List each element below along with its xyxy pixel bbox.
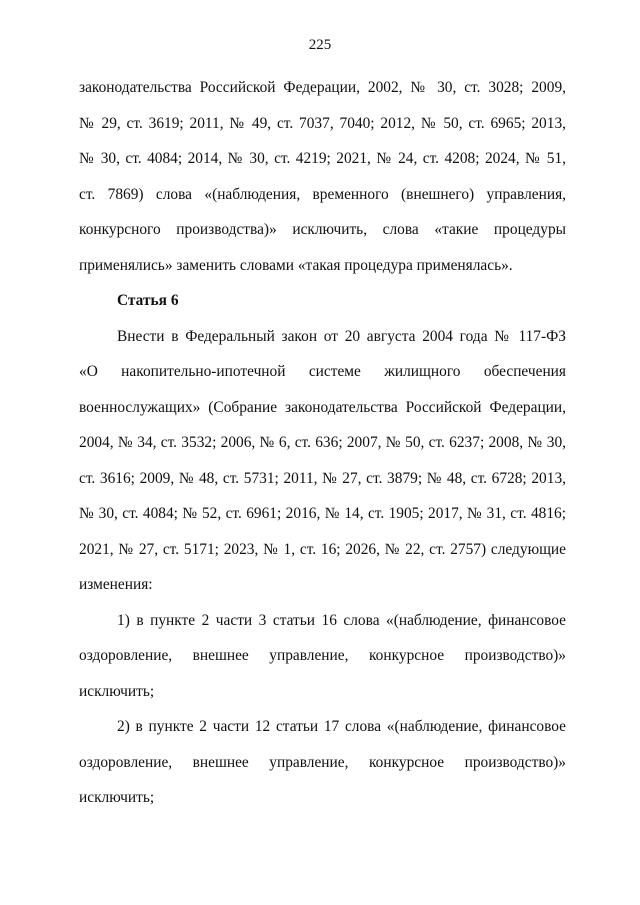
text-line: применялись» заменить словами «такая процедура применялась».: [79, 256, 513, 274]
page-number: 225: [308, 37, 332, 53]
text-line: военнослужащих» (Собрание законодательства Российской Федерации,: [79, 398, 566, 416]
text-line: законодательства Российской Федерации, 2002, № 30, ст. 3028; 2009,: [79, 79, 566, 96]
text-line: исключить;: [79, 682, 155, 700]
text-line: оздоровление, внешнее управление, конкурсное производство)»: [79, 647, 566, 664]
text-line: 2004, № 34, ст. 3532; 2006, № 6, ст. 636; 2007, № 50, ст. 6237; 2008, № 30,: [79, 434, 566, 451]
text-line: «О накопительно-ипотечной системе жилищного обеспечения: [79, 363, 566, 380]
text-line: оздоровление, внешнее управление, конкурсное производство)»: [79, 753, 566, 771]
continuation-paragraph: [79, 70, 566, 283]
text-line: № 29, ст. 3619; 2011, № 49, ст. 7037, 7040; 2012, № 50, ст. 6965; 2013,: [79, 114, 566, 132]
text-line: исключить;: [79, 789, 155, 806]
text-line: изменения:: [79, 576, 153, 593]
text-line: Внести в Федеральный закон от 20 августа 2004 года № 117-ФЗ: [117, 327, 566, 345]
text-line: 1) в пункте 2 части 3 статьи 16 слова «(наблюдение, финансовое: [117, 611, 566, 629]
text-line: ст. 3616; 2009, № 48, ст. 5731; 2011, № 27, ст. 3879; № 48, ст. 6728; 2013,: [79, 469, 566, 487]
list-item: [79, 603, 566, 710]
text-line: конкурсного производства)» исключить, слова «такие процедуры: [79, 221, 566, 238]
text-line: № 30, ст. 4084; № 52, ст. 6961; 2016, № 14, ст. 1905; 2017, № 31, ст. 4816;: [79, 505, 566, 522]
list-item: [79, 709, 566, 816]
document-body: [79, 70, 566, 816]
text-line: № 30, ст. 4084; 2014, № 30, ст. 4219; 2021, № 24, ст. 4208; 2024, № 51,: [79, 150, 566, 167]
article-intro-paragraph: [79, 319, 566, 603]
text-line: 2) в пункте 2 части 12 статьи 17 слова «(наблюдение, финансовое: [117, 718, 566, 735]
text-line: ст. 7869) слова «(наблюдения, временного (внешнего) управления,: [79, 185, 566, 203]
article-heading: Статья 6: [117, 292, 179, 309]
text-line: 2021, № 27, ст. 5171; 2023, № 1, ст. 16; 2026, № 22, ст. 2757) следующие: [79, 540, 566, 558]
